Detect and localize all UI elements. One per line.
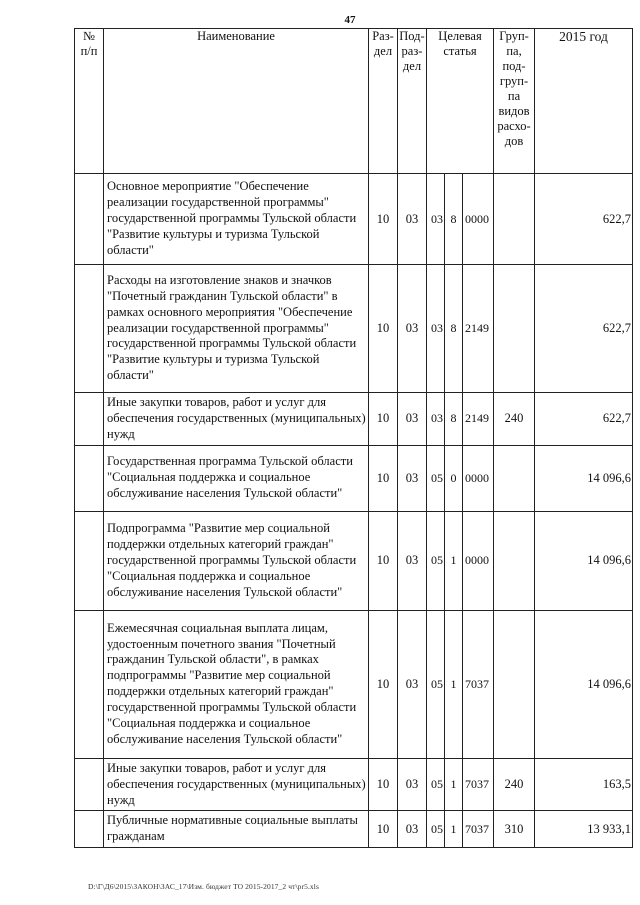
row-name: Иные закупки товаров, работ и услуг для обеспечения государственных (муниципальных) нужд: [104, 393, 369, 446]
row-amount: 14 096,6: [535, 445, 633, 511]
row-vid: [494, 174, 535, 265]
table-body: [75, 174, 633, 848]
header-celevaya-statya: Целевая статья: [427, 29, 494, 174]
row-razdel: 10: [369, 758, 398, 811]
row-target-program: 05: [427, 811, 445, 848]
row-razdel: 10: [369, 811, 398, 848]
row-target-subprogram: 1: [445, 811, 463, 848]
table-row: [75, 758, 633, 811]
row-name: Расходы на изготовление знаков и значков "Почетный гражданин Тульской области" в рамках основного мероприятия "Обеспечение реализации государственной программы" государственной программы Тульской области "Развитие культуры и туризма Тульской области": [104, 265, 369, 393]
table-row: [75, 610, 633, 758]
row-target-direction: 2149: [463, 393, 494, 446]
header-num: № п/п: [75, 29, 104, 174]
row-vid: [494, 265, 535, 393]
row-vid: [494, 610, 535, 758]
row-target-subprogram: 1: [445, 610, 463, 758]
table-row: [75, 265, 633, 393]
header-podrazdel: Под- раз- дел: [398, 29, 427, 174]
row-amount: 163,5: [535, 758, 633, 811]
row-num: [75, 811, 104, 848]
header-gruppa: Груп- па, под- груп- па видов расхо- дов: [494, 29, 535, 174]
header-year: 2015 год: [535, 29, 633, 174]
row-podrazdel: 03: [398, 758, 427, 811]
row-podrazdel: 03: [398, 445, 427, 511]
row-podrazdel: 03: [398, 610, 427, 758]
row-target-program: 05: [427, 511, 445, 610]
table-row: [75, 811, 633, 848]
row-amount: 622,7: [535, 174, 633, 265]
row-target-direction: 7037: [463, 811, 494, 848]
row-target-direction: 0000: [463, 511, 494, 610]
row-razdel: 10: [369, 610, 398, 758]
row-target-program: 03: [427, 174, 445, 265]
row-target-subprogram: 8: [445, 393, 463, 446]
table-row: [75, 511, 633, 610]
row-podrazdel: 03: [398, 811, 427, 848]
row-name: Основное мероприятие "Обеспечение реализации государственной программы" государственной программы Тульской области "Развитие культуры и туризма Тульской области": [104, 174, 369, 265]
row-vid: 310: [494, 811, 535, 848]
row-amount: 622,7: [535, 265, 633, 393]
page-number: 47: [344, 14, 356, 26]
row-num: [75, 511, 104, 610]
header-row: [75, 29, 633, 174]
row-target-direction: 2149: [463, 265, 494, 393]
row-target-program: 05: [427, 610, 445, 758]
header-razdel: Раз- дел: [369, 29, 398, 174]
row-amount: 13 933,1: [535, 811, 633, 848]
row-target-subprogram: 8: [445, 265, 463, 393]
row-podrazdel: 03: [398, 511, 427, 610]
row-podrazdel: 03: [398, 265, 427, 393]
row-num: [75, 758, 104, 811]
row-target-direction: 0000: [463, 445, 494, 511]
row-name: Публичные нормативные социальные выплаты гражданам: [104, 811, 369, 848]
row-target-subprogram: 0: [445, 445, 463, 511]
row-name: Иные закупки товаров, работ и услуг для обеспечения государственных (муниципальных) нужд: [104, 758, 369, 811]
row-amount: 14 096,6: [535, 511, 633, 610]
row-amount: 622,7: [535, 393, 633, 446]
header-name: Наименование: [104, 29, 369, 174]
row-name: Подпрограмма "Развитие мер социальной поддержки отдельных категорий граждан" государственной программы Тульской области "Социальная поддержка и социальное обслуживание населения Тульской области": [104, 511, 369, 610]
row-target-subprogram: 1: [445, 758, 463, 811]
row-num: [75, 265, 104, 393]
row-amount: 14 096,6: [535, 610, 633, 758]
row-razdel: 10: [369, 445, 398, 511]
table-row: [75, 445, 633, 511]
row-target-program: 05: [427, 758, 445, 811]
row-name: Ежемесячная социальная выплата лицам, удостоенным почетного звания "Почетный гражданин Тульской области", в рамках подпрограммы "Развитие мер социальной поддержки отдельных категорий граждан" государственной программы Тульской области "Социальная поддержка и социальное обслуживание населения Тульской области": [104, 610, 369, 758]
row-target-direction: 7037: [463, 610, 494, 758]
row-vid: 240: [494, 758, 535, 811]
row-name: Государственная программа Тульской области "Социальная поддержка и социальное обслуживание населения Тульской области": [104, 445, 369, 511]
row-num: [75, 445, 104, 511]
budget-table: [74, 28, 633, 848]
row-vid: [494, 445, 535, 511]
row-vid: 240: [494, 393, 535, 446]
row-razdel: 10: [369, 393, 398, 446]
row-razdel: 10: [369, 511, 398, 610]
row-target-direction: 0000: [463, 174, 494, 265]
file-path-footer: D:\Г\Д6\2015\ЗАКОН\ЗАС_17\Изм. бюджет ТО 2015-2017_2 чт\pr5.xls: [88, 882, 319, 891]
row-target-subprogram: 1: [445, 511, 463, 610]
row-target-subprogram: 8: [445, 174, 463, 265]
row-target-program: 03: [427, 393, 445, 446]
row-num: [75, 393, 104, 446]
row-podrazdel: 03: [398, 174, 427, 265]
row-target-program: 05: [427, 445, 445, 511]
row-num: [75, 610, 104, 758]
table-row: [75, 174, 633, 265]
row-target-program: 03: [427, 265, 445, 393]
row-num: [75, 174, 104, 265]
row-podrazdel: 03: [398, 393, 427, 446]
table-row: [75, 393, 633, 446]
row-razdel: 10: [369, 174, 398, 265]
row-target-direction: 7037: [463, 758, 494, 811]
row-razdel: 10: [369, 265, 398, 393]
row-vid: [494, 511, 535, 610]
